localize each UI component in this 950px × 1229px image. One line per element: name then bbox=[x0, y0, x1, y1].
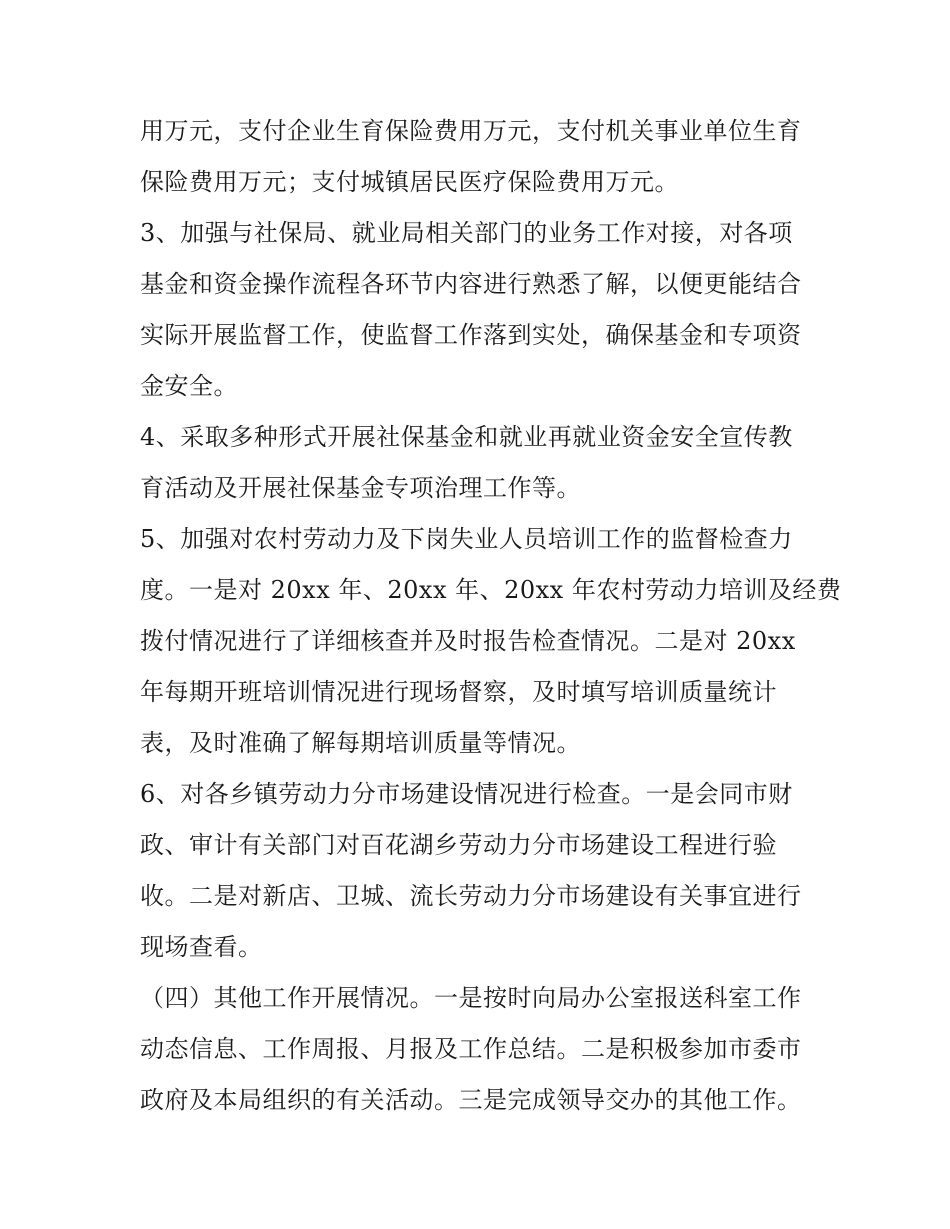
text-line: 收。二是对新店、卫城、流长劳动力分市场建设有关事宜进行 bbox=[140, 882, 802, 910]
text-line: 4、采取多种形式开展社保基金和就业再就业资金安全宣传教 bbox=[140, 423, 793, 451]
text-line: 政、审计有关部门对百花湖乡劳动力分市场建设工程进行验 bbox=[140, 831, 777, 859]
text-line: 保险费用万元；支付城镇居民医疗保险费用万元。 bbox=[140, 168, 679, 196]
text-line: 度。一是对 20xx 年、20xx 年、20xx 年农村劳动力培训及经费 bbox=[140, 576, 842, 604]
text-line: 5、加强对农村劳动力及下岗失业人员培训工作的监督检查力 bbox=[140, 525, 793, 553]
text-line: 6、对各乡镇劳动力分市场建设情况进行检查。一是会同市财 bbox=[140, 780, 793, 808]
text-line: 3、加强与社保局、就业局相关部门的业务工作对接，对各项 bbox=[140, 219, 793, 247]
text-line: 年每期开班培训情况进行现场督察，及时填写培训质量统计 bbox=[140, 678, 777, 706]
text-line: 育活动及开展社保基金专项治理工作等。 bbox=[140, 474, 581, 502]
text-line: 拨付情况进行了详细核查并及时报告检查情况。二是对 20xx bbox=[140, 627, 796, 655]
text-line: 金安全。 bbox=[140, 372, 238, 400]
text-line: 政府及本局组织的有关活动。三是完成领导交办的其他工作。 bbox=[140, 1086, 802, 1114]
text-line: 表，及时准确了解每期培训质量等情况。 bbox=[140, 729, 581, 757]
text-line: 基金和资金操作流程各环节内容进行熟悉了解，以便更能结合 bbox=[140, 270, 802, 298]
document-body bbox=[140, 106, 842, 1126]
text-line: 动态信息、工作周报、月报及工作总结。二是积极参加市委市 bbox=[140, 1035, 802, 1063]
text-line: 现场查看。 bbox=[140, 933, 263, 961]
text-line: 实际开展监督工作，使监督工作落到实处，确保基金和专项资 bbox=[140, 321, 802, 349]
text-line: 用万元，支付企业生育保险费用万元，支付机关事业单位生育 bbox=[140, 117, 802, 145]
text-line: （四）其他工作开展情况。一是按时向局办公室报送科室工作 bbox=[140, 984, 802, 1012]
